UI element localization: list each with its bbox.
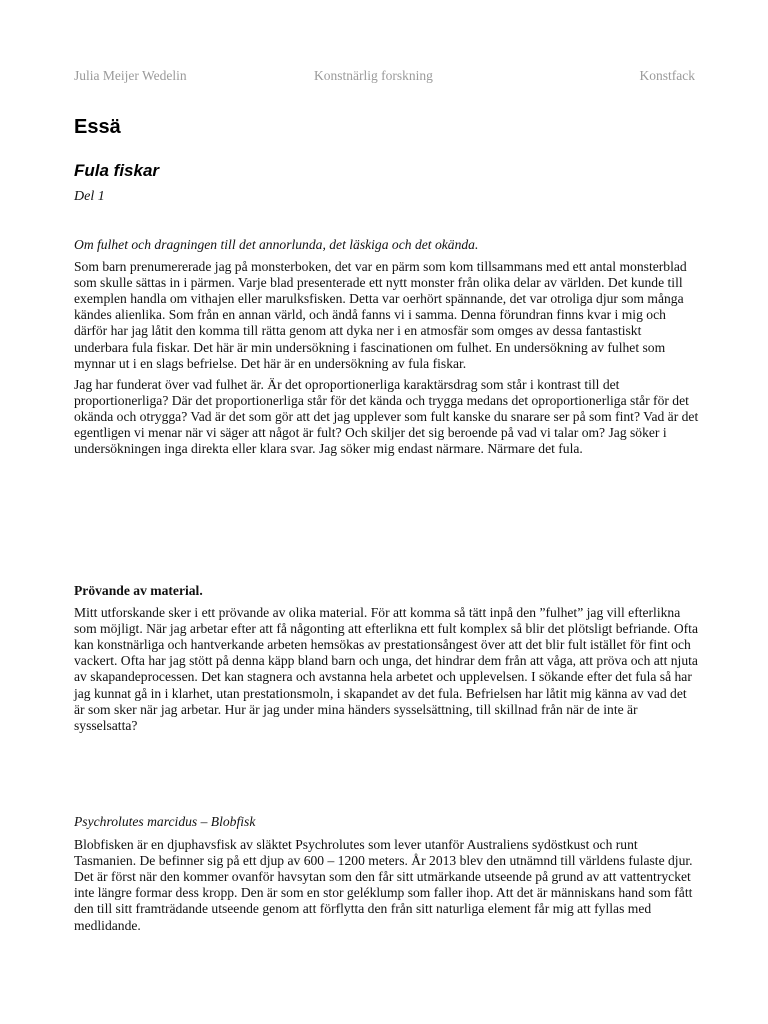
material-heading: Prövande av material. [74, 583, 203, 598]
document-subtitle: Fula fiskar [74, 161, 160, 180]
intro-paragraph-2: Jag har funderat över vad fulhet är. Är det oproportionerliga karaktärsdrag som står i kontrast till det proportionerliga? Där det proportionerliga står för det kända och trygga medans det oproportionerliga står för det okända och otrygga? Vad är det som gör att det jag upplever som fult kanske du snarare ser på som fint? Vad är det egentligen vi menar när vi säger att något är fult? Och skiljer det sig beroende på vad vi talar om? Jag söker i undersökningen inga direkta eller klara svar. Jag söker mig endast närmare. Närmare det fula. [74, 376, 699, 457]
header-course: Konstnärlig forskning [314, 68, 433, 83]
fish-heading: Psychrolutes marcidus – Blobfisk [74, 814, 256, 829]
fish-section [74, 814, 699, 939]
document-title: Essä [74, 116, 121, 138]
intro-section [74, 237, 699, 462]
material-paragraph: Mitt utforskande sker i ett prövande av olika material. För att komma så tätt inpå den ”fulhet” jag vill efterlikna som möjligt. När jag arbetar efter att få någonting att efterlikna ett fult komplex så blir det plötsligt befriande. Ofta kan konstnärliga och hantverkande arbeten hemsökas av prestationsångest över att det blir fult istället för fint och vackert. Ofta har jag stött på denna käpp bland barn och unga, det hindrar dem från att våga, att pröva och att njuta av skapandeprocessen. Det kan stagnera och avstanna hela arbetet och upplevelsen. I sökande efter det fula så har jag kunnat gå in i klarhet, utan prestationsmoln, i skapandet av det fula. Befrielsen har låtit mig känna av vad det är som sker när jag arbetar. Hur är jag under mina händers sysselsättning, till skillnad från när de inte är sysselsatta? [74, 605, 698, 733]
intro-lead: Om fulhet och dragningen till det annorlunda, det läskiga och det okända. [74, 237, 479, 252]
intro-paragraph-1: Som barn prenumererade jag på monsterboken, det var en pärm som kom tillsammans med ett antal monsterblad som skulle sättas in i pärmen. Varje blad presenterade ett nytt monster från olika delar av världen. Det kunde till exemplen handla om vithajen eller marulksfisken. Detta var oerhört spännande, det var otroliga djur som många kändes alienlika. Som från en annan värld, och ändå fanns vi i samma. Denna förundran finns kvar i mig och därför har jag låtit den komma till rätta genom att dyka ner i en atmosfär som omges av dessa fantastiskt underbara fula fiskar. Det här är min undersökning i fascinationen om fulhet. En undersökning av fulhet som mynnar ut i en slags befrielse. Det här är en undersökning av fula fiskar. [74, 259, 687, 371]
material-section [74, 583, 699, 739]
document-part: Del 1 [74, 189, 105, 204]
header-school: Konstfack [639, 68, 695, 83]
header-author: Julia Meijer Wedelin [74, 68, 187, 83]
fish-paragraph: Blobfisken är en djuphavsfisk av släktet Psychrolutes som lever utanför Australiens sydöstkust och runt Tasmanien. De befinner sig på ett djup av 600 – 1200 meters. År 2013 blev den utnämnd till världens fulaste djur. Det är först när den kommer ovanför havsytan som den får sitt utmärkande utseende på grund av att vattentrycket inte längre formar dess kropp. Den är som en stor geléklump som faller ihop. Att det är människans hand som fått den till sitt framträdande utseende genom att förflytta den från sitt naturliga element får mig att fyllas med medlidande. [74, 837, 693, 933]
page-header [74, 68, 695, 88]
